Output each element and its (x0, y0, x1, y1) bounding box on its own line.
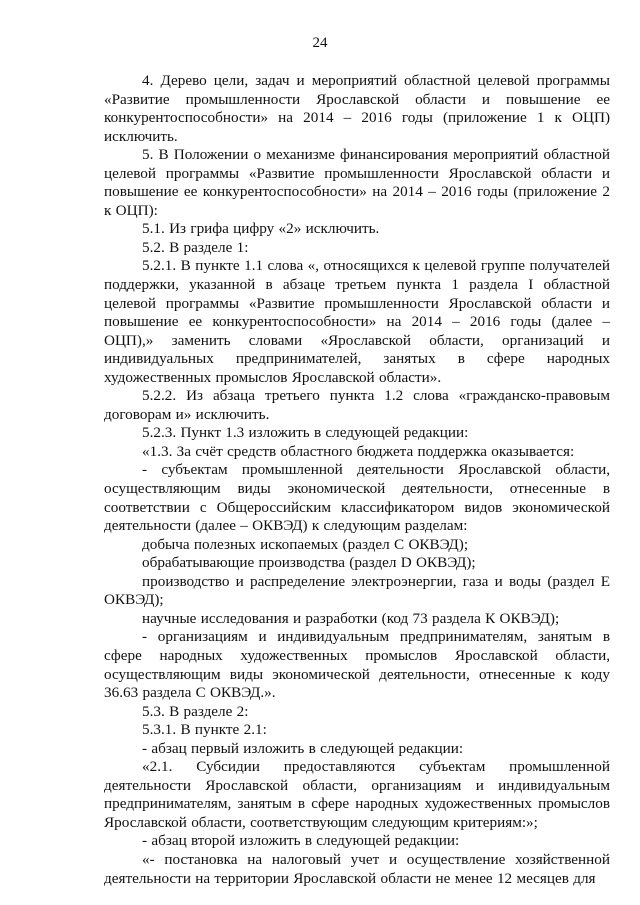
paragraph-item-5-2-3: 5.2.3. Пункт 1.3 изложить в следующей редакции: (142, 424, 469, 442)
paragraph-tax-registration: «- постановка на налоговый учет и осуществление хозяйственной деятельности на территории Ярославской области не менее 12 месяцев для (104, 850, 610, 887)
paragraph-folk-crafts: - организациям и индивидуальным предпринимателям, занятым в сфере народных художественных промыслов Ярославской области, осуществляющим виды экономической деятельности, отнесенные к коду 36.63 раздела С ОКВЭД.». (104, 628, 610, 702)
paragraph-item-5-2-1: 5.2.1. В пункте 1.1 слова «, относящихся к целевой группе получателей поддержки, указанной в абзаце третьем пункта 1 раздела I областной целевой программы «Развитие промышленности Ярославской области и повышение ее конкурентоспособности» на 2014 – 2016 годы (далее – ОЦП),» заменить словами «Ярославской области, организаций и индивидуальных предпринимателей, занятых в сфере народных художественных промыслов Ярославской области». (104, 257, 610, 386)
paragraph-section-c: добыча полезных ископаемых (раздел С ОКВЭД); (142, 535, 469, 553)
page-number: 24 (312, 35, 328, 51)
paragraph-item-5-3-1: 5.3.1. В пункте 2.1: (142, 721, 267, 739)
paragraph-item-4: 4. Дерево цели, задач и мероприятий областной целевой программы «Развитие промышленности Ярославской области и повышение ее конкурентоспособности» на 2014 – 2016 годы (приложение 1 к ОЦП) исключить. (104, 72, 610, 145)
paragraph-item-5-2: 5.2. В разделе 1: (142, 238, 249, 256)
document-body (104, 72, 610, 888)
paragraph-item-5: 5. В Положении о механизме финансирования мероприятий областной целевой программы «Развитие промышленности Ярославской области и повышение ее конкурентоспособности» на 2014 – 2016 годы (приложение 2 к ОЦП): (104, 146, 610, 219)
paragraph-industrial-subjects: - субъектам промышленной деятельности Ярославской области, осуществляющим виды экономической деятельности, отнесенные в соответствии с Общероссийским классификатором видов экономической деятельности (далее – ОКВЭД) к следующим разделам: (104, 461, 610, 535)
paragraph-item-5-3: 5.3. В разделе 2: (142, 702, 249, 720)
paragraph-first-indent: - абзац первый изложить в следующей редакции: (142, 739, 464, 757)
paragraph-code-73: научные исследования и разработки (код 73 раздела К ОКВЭД); (142, 609, 560, 627)
paragraph-item-5-2-2: 5.2.2. Из абзаца третьего пункта 1.2 слова «гражданско-правовым договорам и» исключить. (104, 387, 610, 423)
paragraph-quote-1-3: «1.3. За счёт средств областного бюджета поддержка оказывается: (142, 442, 575, 460)
paragraph-section-d: обрабатывающие производства (раздел D ОКВЭД); (142, 554, 476, 572)
paragraph-item-5-1: 5.1. Из грифа цифру «2» исключить. (142, 220, 380, 238)
paragraph-quote-2-1: «2.1. Субсидии предоставляются субъектам промышленной деятельности Ярославской области, организациям и индивидуальным предпринимателям, занятым в сфере народных художественных промыслов Ярославской области, соответствующим следующим критериям:»; (104, 758, 610, 831)
paragraph-second-indent: - абзац второй изложить в следующей редакции: (142, 832, 460, 850)
paragraph-section-e: производство и распределение электроэнергии, газа и воды (раздел Е ОКВЭД); (104, 572, 610, 609)
